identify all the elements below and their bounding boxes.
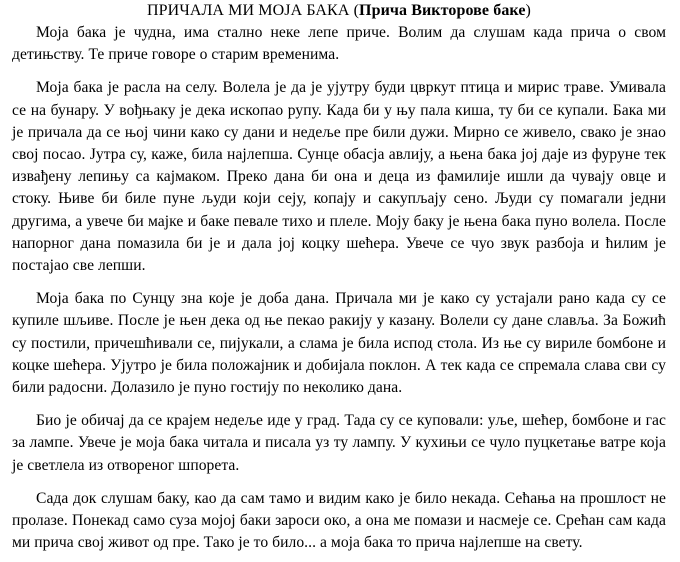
paragraph-village-life: Моја бака је расла на селу. Волела је да је ујутру буди цвркут птица и мирис траве. Умивала се на бунару. У вођњаку је дека ископао рупу. Када би у њу пала киша, ту би се купали. Бака ми је причала да се њој чини како су дани и недеље пре били дужи. Мирно се живело, свако је знао свој посао. Јутра су, каже, била најлепша. Сунце обасја авлију, а њена бака јој даје из фуруне тек извађену лепињу са кајмаком. Преко дана би она и деца из фамилије ишли да чувају овце и стоку. Њиве би биле пуне људи који сеју, копају и сакупљају сено. Људи су помагали једни другима, а увече би мајке и баке певале тихо и плеле. Мојy баку је њена бака пуно волела. После напорног дана помазила би је и дала јој коцку шећера. Увече се чуо звук разбоја и ћилим је постајао све лепши. xyxy=(12,79,666,275)
paragraph-intro: Моја бака је чудна, има стално неке лепе приче. Волим да слушам када прича о свом детињству. Те приче говоре о старим временима. xyxy=(12,24,666,64)
document-title xyxy=(12,0,666,21)
title-main: ПРИЧАЛА МИ МОЈА БАКА xyxy=(147,2,350,19)
title-close-paren: ) xyxy=(525,2,531,19)
paragraph-town-trip: Био је обичај да се крајем недеље иде у град. Тада су се куповали: уље, шећер, бомбоне и гас за лампе. Увече је моја бака читала и писала уз ту лампу. У кухињи се чуло пуцкетање ватре која је светлела из отвореног шпорета. xyxy=(12,412,666,474)
paragraph-conclusion: Сада док слушам баку, као да сам тамо и видим како је било некада. Сећања на прошлост не пролазе. Понекад само суза мојој баки зароси око, а она ме помази и насмеје се. Срећан сам када ми прича свој живот од пре. Тако је то било... а моја бака то прича најлепше на свету. xyxy=(12,489,666,552)
paragraph-holidays: Моја бака по Сунцу зна које је доба дана. Причала ми је како су устајали рано када су се купиле шљиве. После је њен дека од ње пекао ракију у казану. Волели су дане славља. За Божић су постили, причешћивали се, пијукали, а слама је била испод стола. Из ње су вириле бомбоне и коцке шећера. Ујутро је била положајник и добијала поклон. А тек када се спремала слава сви су били радосни. Долазило је пуно гостију по неколико дана. xyxy=(12,290,666,397)
title-open-paren: ( xyxy=(353,2,360,19)
title-subtitle: Прича Викторове баке xyxy=(359,2,526,19)
